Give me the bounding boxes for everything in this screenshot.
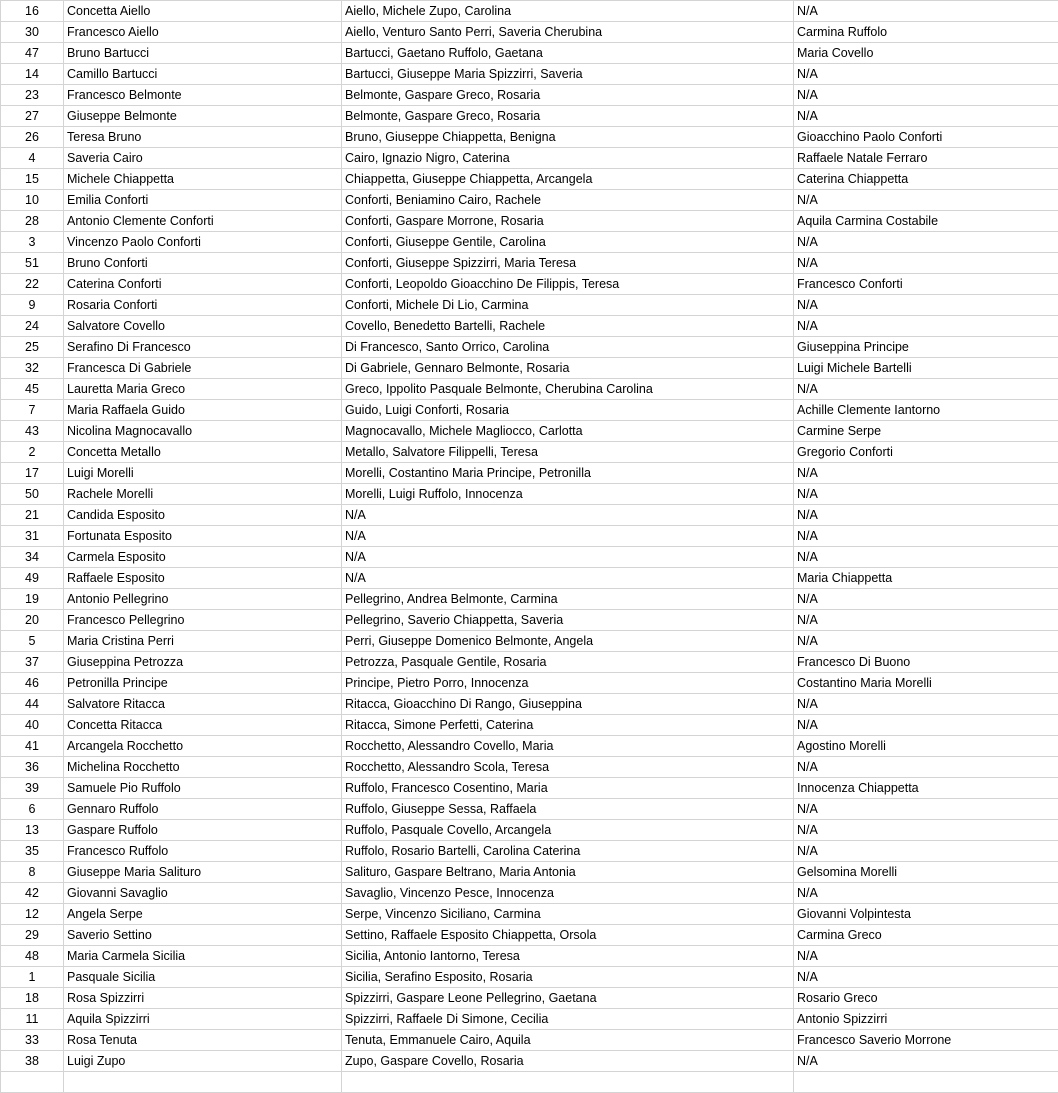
cell-name[interactable]: Saveria Cairo [64, 148, 342, 169]
cell-parents[interactable]: Ruffolo, Pasquale Covello, Arcangela [342, 820, 794, 841]
cell-name[interactable]: Samuele Pio Ruffolo [64, 778, 342, 799]
cell-id[interactable]: 43 [1, 421, 64, 442]
cell-id[interactable]: 13 [1, 820, 64, 841]
cell-id[interactable]: 35 [1, 841, 64, 862]
cell-id[interactable]: 14 [1, 64, 64, 85]
cell-parents[interactable]: Bruno, Giuseppe Chiappetta, Benigna [342, 127, 794, 148]
cell-name[interactable]: Luigi Morelli [64, 463, 342, 484]
cell-parents[interactable]: Serpe, Vincenzo Siciliano, Carmina [342, 904, 794, 925]
cell-id[interactable]: 23 [1, 85, 64, 106]
cell-spouse[interactable]: N/A [794, 946, 1058, 967]
cell-spouse[interactable]: Caterina Chiappetta [794, 169, 1058, 190]
cell-name[interactable]: Giuseppe Belmonte [64, 106, 342, 127]
cell-parents[interactable]: Sicilia, Serafino Esposito, Rosaria [342, 967, 794, 988]
cell-name[interactable]: Vincenzo Paolo Conforti [64, 232, 342, 253]
cell-parents[interactable]: Cairo, Ignazio Nigro, Caterina [342, 148, 794, 169]
cell-spouse[interactable]: Raffaele Natale Ferraro [794, 148, 1058, 169]
cell-name[interactable]: Saverio Settino [64, 925, 342, 946]
cell-parents[interactable]: Principe, Pietro Porro, Innocenza [342, 673, 794, 694]
cell-parents[interactable]: Perri, Giuseppe Domenico Belmonte, Angela [342, 631, 794, 652]
cell-spouse[interactable]: Gioacchino Paolo Conforti [794, 127, 1058, 148]
cell-name[interactable]: Concetta Aiello [64, 1, 342, 22]
cell-name[interactable]: Concetta Ritacca [64, 715, 342, 736]
cell-parents[interactable]: Petrozza, Pasquale Gentile, Rosaria [342, 652, 794, 673]
cell-id[interactable]: 8 [1, 862, 64, 883]
cell-id[interactable]: 11 [1, 1009, 64, 1030]
cell-name[interactable]: Aquila Spizzirri [64, 1009, 342, 1030]
table-row [1, 652, 1058, 673]
cell-id[interactable]: 26 [1, 127, 64, 148]
cell-spouse[interactable]: N/A [794, 610, 1058, 631]
cell-spouse[interactable]: Carmina Ruffolo [794, 22, 1058, 43]
cell-name-empty[interactable] [64, 1072, 342, 1093]
cell-parents[interactable]: Conforti, Michele Di Lio, Carmina [342, 295, 794, 316]
cell-spouse[interactable]: Innocenza Chiappetta [794, 778, 1058, 799]
cell-name[interactable]: Serafino Di Francesco [64, 337, 342, 358]
cell-parents[interactable]: Morelli, Costantino Maria Principe, Petronilla [342, 463, 794, 484]
cell-spouse[interactable]: N/A [794, 715, 1058, 736]
cell-name[interactable]: Candida Esposito [64, 505, 342, 526]
table-row [1, 316, 1058, 337]
cell-spouse[interactable]: Antonio Spizzirri [794, 1009, 1058, 1030]
cell-name[interactable]: Gennaro Ruffolo [64, 799, 342, 820]
cell-spouse[interactable]: N/A [794, 379, 1058, 400]
cell-id[interactable]: 28 [1, 211, 64, 232]
table-row [1, 148, 1058, 169]
cell-name[interactable]: Carmela Esposito [64, 547, 342, 568]
cell-id[interactable]: 5 [1, 631, 64, 652]
cell-parents[interactable]: Bartucci, Gaetano Ruffolo, Gaetana [342, 43, 794, 64]
cell-id[interactable]: 7 [1, 400, 64, 421]
cell-parents[interactable]: Di Francesco, Santo Orrico, Carolina [342, 337, 794, 358]
cell-spouse[interactable]: N/A [794, 64, 1058, 85]
cell-id[interactable]: 32 [1, 358, 64, 379]
table-row [1, 232, 1058, 253]
cell-id[interactable]: 12 [1, 904, 64, 925]
cell-parents[interactable]: Morelli, Luigi Ruffolo, Innocenza [342, 484, 794, 505]
cell-spouse[interactable]: Carmine Serpe [794, 421, 1058, 442]
cell-id[interactable]: 41 [1, 736, 64, 757]
cell-name[interactable]: Maria Carmela Sicilia [64, 946, 342, 967]
cell-name[interactable]: Fortunata Esposito [64, 526, 342, 547]
table-row [1, 736, 1058, 757]
cell-parents[interactable]: Conforti, Gaspare Morrone, Rosaria [342, 211, 794, 232]
cell-spouse[interactable]: N/A [794, 526, 1058, 547]
cell-id[interactable]: 6 [1, 799, 64, 820]
cell-name[interactable]: Giuseppe Maria Salituro [64, 862, 342, 883]
cell-parents[interactable]: Greco, Ippolito Pasquale Belmonte, Cherubina Carolina [342, 379, 794, 400]
cell-id[interactable]: 9 [1, 295, 64, 316]
cell-parents[interactable]: Conforti, Beniamino Cairo, Rachele [342, 190, 794, 211]
table-row [1, 1009, 1058, 1030]
cell-spouse[interactable]: N/A [794, 232, 1058, 253]
cell-parents[interactable]: Tenuta, Emmanuele Cairo, Aquila [342, 1030, 794, 1051]
cell-parents[interactable]: Zupo, Gaspare Covello, Rosaria [342, 1051, 794, 1072]
table-row [1, 841, 1058, 862]
cell-spouse[interactable]: N/A [794, 757, 1058, 778]
cell-parents[interactable]: Magnocavallo, Michele Magliocco, Carlotta [342, 421, 794, 442]
cell-name[interactable]: Francesca Di Gabriele [64, 358, 342, 379]
cell-id[interactable]: 38 [1, 1051, 64, 1072]
table-row [1, 1030, 1058, 1051]
cell-spouse[interactable]: Maria Covello [794, 43, 1058, 64]
table-row-empty [1, 1072, 1058, 1093]
cell-name[interactable]: Emilia Conforti [64, 190, 342, 211]
cell-id-empty[interactable] [1, 1072, 64, 1093]
cell-name[interactable]: Caterina Conforti [64, 274, 342, 295]
table-row [1, 106, 1058, 127]
cell-id[interactable]: 40 [1, 715, 64, 736]
cell-spouse[interactable]: Aquila Carmina Costabile [794, 211, 1058, 232]
table-row [1, 883, 1058, 904]
cell-parents[interactable]: N/A [342, 547, 794, 568]
cell-id[interactable]: 4 [1, 148, 64, 169]
cell-parents[interactable]: Rocchetto, Alessandro Covello, Maria [342, 736, 794, 757]
table-row [1, 190, 1058, 211]
cell-spouse[interactable]: N/A [794, 799, 1058, 820]
table-row [1, 526, 1058, 547]
table-row [1, 211, 1058, 232]
cell-parents[interactable]: Di Gabriele, Gennaro Belmonte, Rosaria [342, 358, 794, 379]
cell-name[interactable]: Francesco Belmonte [64, 85, 342, 106]
table-row [1, 862, 1058, 883]
table-row [1, 253, 1058, 274]
cell-spouse[interactable]: N/A [794, 505, 1058, 526]
cell-id[interactable]: 17 [1, 463, 64, 484]
table-row [1, 778, 1058, 799]
cell-parents[interactable]: Aiello, Venturo Santo Perri, Saveria Cherubina [342, 22, 794, 43]
cell-id[interactable]: 39 [1, 778, 64, 799]
cell-id[interactable]: 44 [1, 694, 64, 715]
cell-id[interactable]: 48 [1, 946, 64, 967]
cell-spouse[interactable]: Gelsomina Morelli [794, 862, 1058, 883]
cell-parents[interactable]: Savaglio, Vincenzo Pesce, Innocenza [342, 883, 794, 904]
cell-name[interactable]: Rosa Spizzirri [64, 988, 342, 1009]
cell-name[interactable]: Rachele Morelli [64, 484, 342, 505]
cell-name[interactable]: Teresa Bruno [64, 127, 342, 148]
cell-name[interactable]: Camillo Bartucci [64, 64, 342, 85]
table-row [1, 904, 1058, 925]
cell-spouse[interactable]: Giuseppina Principe [794, 337, 1058, 358]
table-row [1, 694, 1058, 715]
cell-spouse[interactable]: N/A [794, 631, 1058, 652]
cell-id[interactable]: 50 [1, 484, 64, 505]
cell-name[interactable]: Maria Raffaela Guido [64, 400, 342, 421]
cell-id[interactable]: 36 [1, 757, 64, 778]
table-row [1, 589, 1058, 610]
cell-spouse[interactable]: N/A [794, 1, 1058, 22]
cell-spouse[interactable]: Costantino Maria Morelli [794, 673, 1058, 694]
cell-id[interactable]: 10 [1, 190, 64, 211]
cell-parents[interactable]: Pellegrino, Andrea Belmonte, Carmina [342, 589, 794, 610]
cell-id[interactable]: 2 [1, 442, 64, 463]
cell-id[interactable]: 29 [1, 925, 64, 946]
cell-spouse[interactable]: N/A [794, 106, 1058, 127]
cell-name[interactable]: Rosa Tenuta [64, 1030, 342, 1051]
cell-id[interactable]: 46 [1, 673, 64, 694]
cell-id[interactable]: 16 [1, 1, 64, 22]
cell-name[interactable]: Nicolina Magnocavallo [64, 421, 342, 442]
table-row [1, 568, 1058, 589]
cell-spouse[interactable]: Francesco Conforti [794, 274, 1058, 295]
table-row [1, 547, 1058, 568]
cell-spouse[interactable]: Giovanni Volpintesta [794, 904, 1058, 925]
cell-id[interactable]: 33 [1, 1030, 64, 1051]
cell-name[interactable]: Francesco Ruffolo [64, 841, 342, 862]
cell-spouse[interactable]: Achille Clemente Iantorno [794, 400, 1058, 421]
cell-parents[interactable]: Ritacca, Simone Perfetti, Caterina [342, 715, 794, 736]
table-row [1, 505, 1058, 526]
cell-name[interactable]: Francesco Pellegrino [64, 610, 342, 631]
cell-parents[interactable]: Conforti, Giuseppe Gentile, Carolina [342, 232, 794, 253]
cell-id[interactable]: 27 [1, 106, 64, 127]
cell-id[interactable]: 21 [1, 505, 64, 526]
cell-id[interactable]: 47 [1, 43, 64, 64]
cell-id[interactable]: 1 [1, 967, 64, 988]
cell-parents[interactable]: Spizzirri, Gaspare Leone Pellegrino, Gaetana [342, 988, 794, 1009]
cell-parents[interactable]: Salituro, Gaspare Beltrano, Maria Antonia [342, 862, 794, 883]
cell-spouse[interactable]: N/A [794, 883, 1058, 904]
table-row [1, 715, 1058, 736]
cell-id[interactable]: 25 [1, 337, 64, 358]
cell-spouse[interactable]: Rosario Greco [794, 988, 1058, 1009]
table-row [1, 799, 1058, 820]
table-row [1, 631, 1058, 652]
table-row [1, 484, 1058, 505]
cell-name[interactable]: Salvatore Covello [64, 316, 342, 337]
cell-spouse[interactable]: Francesco Di Buono [794, 652, 1058, 673]
table-row [1, 610, 1058, 631]
cell-id[interactable]: 18 [1, 988, 64, 1009]
cell-parents[interactable]: Covello, Benedetto Bartelli, Rachele [342, 316, 794, 337]
cell-id[interactable]: 45 [1, 379, 64, 400]
table-row [1, 358, 1058, 379]
cell-parents[interactable]: Belmonte, Gaspare Greco, Rosaria [342, 106, 794, 127]
cell-name[interactable]: Raffaele Esposito [64, 568, 342, 589]
cell-spouse[interactable]: N/A [794, 841, 1058, 862]
cell-id[interactable]: 3 [1, 232, 64, 253]
table-row [1, 967, 1058, 988]
table-row [1, 169, 1058, 190]
cell-spouse[interactable]: N/A [794, 967, 1058, 988]
cell-spouse-empty[interactable] [794, 1072, 1058, 1093]
cell-parents[interactable]: Ruffolo, Francesco Cosentino, Maria [342, 778, 794, 799]
cell-id[interactable]: 15 [1, 169, 64, 190]
table-row [1, 820, 1058, 841]
cell-id[interactable]: 20 [1, 610, 64, 631]
cell-parents[interactable]: N/A [342, 568, 794, 589]
table-row [1, 988, 1058, 1009]
cell-name[interactable]: Gaspare Ruffolo [64, 820, 342, 841]
cell-name[interactable]: Lauretta Maria Greco [64, 379, 342, 400]
cell-spouse[interactable]: N/A [794, 295, 1058, 316]
table-row [1, 925, 1058, 946]
table-row [1, 1051, 1058, 1072]
cell-name[interactable]: Michele Chiappetta [64, 169, 342, 190]
cell-name[interactable]: Antonio Clemente Conforti [64, 211, 342, 232]
cell-parents[interactable]: Ruffolo, Giuseppe Sessa, Raffaela [342, 799, 794, 820]
table-body [1, 1, 1058, 1093]
cell-parents[interactable]: N/A [342, 505, 794, 526]
cell-id[interactable]: 42 [1, 883, 64, 904]
cell-name[interactable]: Luigi Zupo [64, 1051, 342, 1072]
table-row [1, 22, 1058, 43]
cell-name[interactable]: Rosaria Conforti [64, 295, 342, 316]
cell-parents[interactable]: Ritacca, Gioacchino Di Rango, Giuseppina [342, 694, 794, 715]
cell-name[interactable]: Salvatore Ritacca [64, 694, 342, 715]
cell-parents[interactable]: Conforti, Giuseppe Spizzirri, Maria Teresa [342, 253, 794, 274]
table-row [1, 442, 1058, 463]
table-row [1, 85, 1058, 106]
table-row [1, 757, 1058, 778]
cell-parents[interactable]: Aiello, Michele Zupo, Carolina [342, 1, 794, 22]
cell-id[interactable]: 51 [1, 253, 64, 274]
cell-spouse[interactable]: N/A [794, 1051, 1058, 1072]
cell-parents-empty[interactable] [342, 1072, 794, 1093]
cell-spouse[interactable]: N/A [794, 484, 1058, 505]
cell-name[interactable]: Francesco Aiello [64, 22, 342, 43]
cell-spouse[interactable]: Maria Chiappetta [794, 568, 1058, 589]
cell-spouse[interactable]: N/A [794, 463, 1058, 484]
table-row [1, 463, 1058, 484]
cell-id[interactable]: 22 [1, 274, 64, 295]
cell-spouse[interactable]: N/A [794, 190, 1058, 211]
table-row [1, 673, 1058, 694]
cell-parents[interactable]: Ruffolo, Rosario Bartelli, Carolina Caterina [342, 841, 794, 862]
cell-parents[interactable]: Sicilia, Antonio Iantorno, Teresa [342, 946, 794, 967]
cell-spouse[interactable]: N/A [794, 316, 1058, 337]
cell-parents[interactable]: N/A [342, 526, 794, 547]
cell-id[interactable]: 30 [1, 22, 64, 43]
table-row [1, 295, 1058, 316]
cell-name[interactable]: Bruno Bartucci [64, 43, 342, 64]
cell-name[interactable]: Pasquale Sicilia [64, 967, 342, 988]
table-row [1, 946, 1058, 967]
cell-parents[interactable]: Spizzirri, Raffaele Di Simone, Cecilia [342, 1009, 794, 1030]
cell-spouse[interactable]: N/A [794, 820, 1058, 841]
cell-id[interactable]: 34 [1, 547, 64, 568]
cell-spouse[interactable]: N/A [794, 589, 1058, 610]
table-row [1, 400, 1058, 421]
cell-parents[interactable]: Bartucci, Giuseppe Maria Spizzirri, Saveria [342, 64, 794, 85]
cell-id[interactable]: 49 [1, 568, 64, 589]
cell-parents[interactable]: Metallo, Salvatore Filippelli, Teresa [342, 442, 794, 463]
cell-parents[interactable]: Pellegrino, Saverio Chiappetta, Saveria [342, 610, 794, 631]
cell-spouse[interactable]: N/A [794, 85, 1058, 106]
cell-name[interactable]: Maria Cristina Perri [64, 631, 342, 652]
cell-spouse[interactable]: Carmina Greco [794, 925, 1058, 946]
table-row [1, 43, 1058, 64]
cell-parents[interactable]: Chiappetta, Giuseppe Chiappetta, Arcangela [342, 169, 794, 190]
cell-spouse[interactable]: Agostino Morelli [794, 736, 1058, 757]
cell-spouse[interactable]: Francesco Saverio Morrone [794, 1030, 1058, 1051]
cell-name[interactable]: Michelina Rocchetto [64, 757, 342, 778]
cell-name[interactable]: Concetta Metallo [64, 442, 342, 463]
cell-parents[interactable]: Guido, Luigi Conforti, Rosaria [342, 400, 794, 421]
table-row [1, 379, 1058, 400]
cell-name[interactable]: Antonio Pellegrino [64, 589, 342, 610]
cell-spouse[interactable]: Gregorio Conforti [794, 442, 1058, 463]
cell-parents[interactable]: Conforti, Leopoldo Gioacchino De Filippis, Teresa [342, 274, 794, 295]
cell-id[interactable]: 31 [1, 526, 64, 547]
cell-id[interactable]: 24 [1, 316, 64, 337]
cell-spouse[interactable]: N/A [794, 547, 1058, 568]
table-row [1, 127, 1058, 148]
cell-name[interactable]: Angela Serpe [64, 904, 342, 925]
cell-parents[interactable]: Settino, Raffaele Esposito Chiappetta, Orsola [342, 925, 794, 946]
table-row [1, 64, 1058, 85]
cell-spouse[interactable]: Luigi Michele Bartelli [794, 358, 1058, 379]
cell-spouse[interactable]: N/A [794, 694, 1058, 715]
cell-name[interactable]: Giuseppina Petrozza [64, 652, 342, 673]
cell-id[interactable]: 19 [1, 589, 64, 610]
cell-name[interactable]: Bruno Conforti [64, 253, 342, 274]
table-row [1, 337, 1058, 358]
cell-name[interactable]: Arcangela Rocchetto [64, 736, 342, 757]
cell-id[interactable]: 37 [1, 652, 64, 673]
cell-spouse[interactable]: N/A [794, 253, 1058, 274]
table-row [1, 1, 1058, 22]
cell-parents[interactable]: Belmonte, Gaspare Greco, Rosaria [342, 85, 794, 106]
table-row [1, 421, 1058, 442]
table-row [1, 274, 1058, 295]
cell-name[interactable]: Giovanni Savaglio [64, 883, 342, 904]
cell-parents[interactable]: Rocchetto, Alessandro Scola, Teresa [342, 757, 794, 778]
cell-name[interactable]: Petronilla Principe [64, 673, 342, 694]
